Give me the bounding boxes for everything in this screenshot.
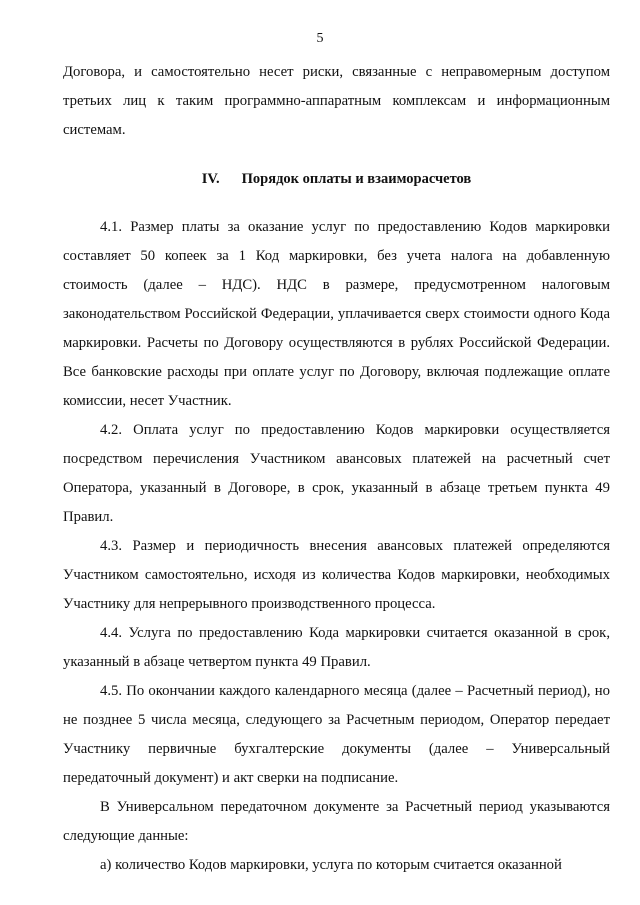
continuation-paragraph: Договора, и самостоятельно несет риски, связанные с неправомерным доступом третьих лиц к таким программно-аппаратным комплексам и информационным системам. bbox=[63, 64, 610, 138]
section-title: Порядок оплаты и взаиморасчетов bbox=[241, 171, 472, 187]
paragraph-item-a: а) количество Кодов маркировки, услуга по которым считается оказанной bbox=[100, 857, 562, 873]
paragraph-upd-intro: В Универсальном передаточном документе за Расчетный период указываются следующие данные: bbox=[63, 799, 610, 844]
paragraph-4-4: 4.4. Услуга по предоставлению Кода маркировки считается оказанной в срок, указанный в абзаце четвертом пункта 49 Правил. bbox=[63, 625, 610, 670]
section-number: IV. bbox=[201, 171, 220, 187]
document-body bbox=[63, 58, 610, 880]
paragraph-4-5: 4.5. По окончании каждого календарного месяца (далее – Расчетный период), но не позднее 5 числа месяца, следующего за Расчетным периодом, Оператор передает Участнику первичные бухгалтерские документы (далее – Универсальный передаточный документ) и акт сверки на подписание. bbox=[63, 683, 610, 786]
paragraph-4-3: 4.3. Размер и периодичность внесения авансовых платежей определяются Участником самостоятельно, исходя из количества Кодов маркировки, необходимых Участнику для непрерывного производственного процесса. bbox=[63, 538, 610, 612]
page-number: 5 bbox=[316, 31, 324, 46]
paragraph-4-2: 4.2. Оплата услуг по предоставлению Кодов маркировки осуществляется посредством перечисления Участником авансовых платежей на расчетный счет Оператора, указанный в Договоре, в срок, указанный в абзаце третьем пункта 49 Правил. bbox=[63, 422, 610, 525]
paragraph-4-1: 4.1. Размер платы за оказание услуг по предоставлению Кодов маркировки составляет 50 копеек за 1 Код маркировки, без учета налога на добавленную стоимость (далее – НДС). НДС в размере, предусмотренном налоговым законодательством Российской Федерации, уплачивается сверх стоимости одного Кода маркировки. Расчеты по Договору осуществляются в рублях Российской Федерации. Все банковские расходы при оплате услуг по Договору, включая подлежащие оплате комиссии, несет Участник. bbox=[63, 219, 610, 409]
section-heading bbox=[63, 165, 610, 194]
